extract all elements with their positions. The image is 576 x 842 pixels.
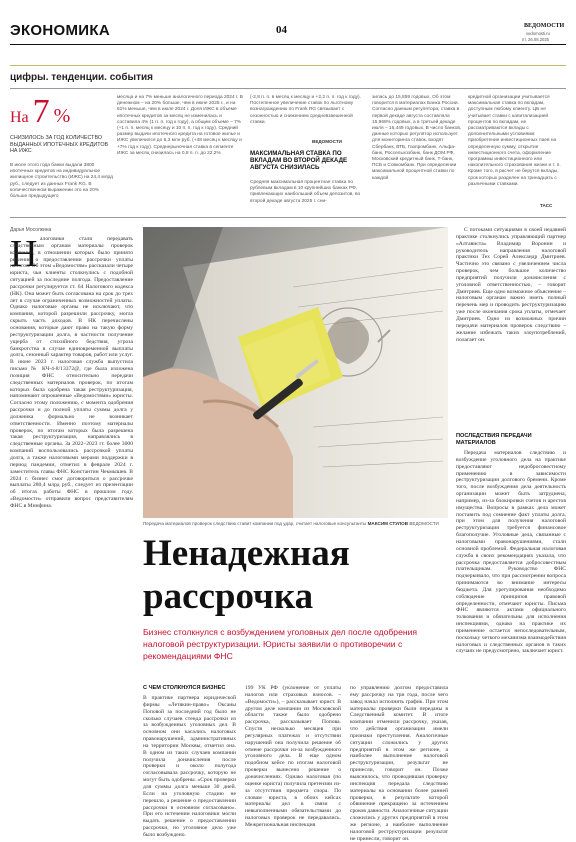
article-col-d-top: С потоками ситуациями в своей недавней практике столкнулись управляющий партнер «Алтависта» Владимир Воронин и руководитель направления налоговой практики Тех Сорей Александр Дмитриев. Частично это связано с увеличением числа проверок, чем большое количество предприятий получили доначисления с уголовной ответственностью, – говорит Дмитриев. Еще одно возможное объяснение – налоговым органам важно иметь полный перечень мер и проводить реструктуризацию уже после окончания срока уплаты, отмечает Дмитриев. Одно из возможных причин передачи материалов проверок следствию – желание избежать таких злоупотреблений, полагает он.: [456, 227, 566, 343]
page-number: 04: [276, 24, 287, 36]
article-title: Ненадежная рассрочка: [143, 533, 350, 617]
stat-unit: %: [53, 105, 71, 127]
rubric-rule-bottom: [10, 88, 566, 89]
article-col-d-bottom: Передача материалов следствию и возбуждение уголовного дела на практике предоставляют недобросовестному применению в зависимости реструктуризации долгового бремени. Кроме того, после возбуждения дела деятельность организации может быть затруднена, например, из-за блокировки счетов и арестов имущества. Вопросы в рамках дела может поставить под сомнение факт уплаты долга, при этом для получения налоговой реструктуризации требуется финансовое благополучие. Уголовные дела, связанные с налоговыми правонарушениями, стали основной проблемой. Федеральная налоговая служба в своих рекомендациях указала, что рассрочка предоставляется добросовестным плательщикам. Руководство ФНС подчеркивало, что при рассмотрении вопроса принимаются во внимание интересы бюджета. Для урегулирования необходимо соблюдение принципов правовой определенности, отмечают юристы. Письма ФНС являются актами официального толкования и обязательны для исполнения инспекциями, однако на практике их применение остается непоследовательным, поскольку четкого механизма взаимодействия налоговых и следственных органов в таких случаях не предусмотрено, заключает юрист.: [456, 450, 566, 655]
article-col-1-text: алоговики стали передавать следственным органам материалы проверок компаний, в отношении которых было принято решение о предоставлении рассрочки уплаты налогов. Об этом «Ведомостям» рассказали четыре юриста, чьи клиенты столкнулись с подобной ситуацией за последние полгода. Предоставление рассрочки регулируется ст. 64 Налогового кодекса (НК). Она может быть согласована на срок до трех лет в случае ограниченных возможностей уплаты. Однако налоговые органы не исключают, что компания, которой разрешили рассрочку, могла скрыть часть доходов. В НК перечислены основания, которые дают право на такую форму реструктуризации долга, в частности получение ущерба от стихийного бедствия, угроза банкротства в случае единовременной выплаты долга, сезонный характер товаров, работ или услуг. В июне 2023 г. налоговая служба выпустила письмо № КЧ-4-8/13372@, где была изложена позиция ФНС относительно передачи следственных материалов проверок, по итогам которых была одобрена такая реструктуризация, напоминают опрошенные «Ведомостями» юристы. Согласно этому положению, с момента одобрения рассрочки и до полной уплаты суммы долга у должника формально не возникает ответственности. Именно поэтому материалы проверок, по итогам которых была разрешена такая реструктуризация, направлялись в следственные органы. За 2022–2023 гг. более 3000 компаний воспользовались рассрочкой уплаты долга, а также налоговыми мерами поддержки в период пандемии, отметил в феврале 2024 г. заместитель главы ФНС Константин Чекмышев. В 2024 г. бизнес смог договориться о рассрочке выплаты 280,4 млрд руб., следует из презентации об итогах работы ФНС в прошлом году. «Ведомости» отправили вопрос представителям ФНС в Минфина.: [10, 236, 133, 509]
article-col-a: В практике партнера юридической фирмы «Летякин-право» Оксаны Поповой за последний год было не сколько случаев стенда рассрочки из за возбужденных уголовных дел. В основном они касались налоговых правонарушений, административных на территории Москвы, отметил она. В одном из таких случаев компании получила доначисления после проверки и около полугода согласовывала рассрочку, которую не могут быть одобрены. «Срок проверки для суммы долга меньше 30 дней. Если на уголовную стадию не перешло, а решение о предоставлении рассрочки в основном согласовано». При его истечении налоговики могли выдать решение о предоставлении рассрочки, но уголовное дело уже было возбуждено.: [143, 695, 236, 838]
issue-date: пт, 26.08.2025: [522, 37, 550, 42]
article-photo: [143, 227, 448, 518]
article-col-b: 199 УК РФ (уклонение от уплаты налогов или страховых взносов. – «Ведомости»), – рассказывает юрист. В другом деле компании из Московской области также было одобрено рассрочка, рассказывает Попова. Спустя несколько месяцев при регулярных платежах и отсутствии нарушений она получила решение об отмене рассрочки из-за возбужденного уголовного дела. В еще одном подобном кейсе по итогам налоговой проверки вынесено решение о доначислениях. Однако налоговая (по оценке юриста) получила претензии из-за отсутствия предмета спора. По словам юриста, в обоих кейсах материалы дел в связи с невыполненными обязательствами до налоговых проверок не передавались. Межрегиональная инспекция: [245, 685, 341, 828]
rubric-label: цифры. тенденции. события: [10, 72, 153, 83]
site-url: vedomosti.ru: [526, 31, 550, 36]
news-col-3-text: Средняя максимальная процентная ставка по рублевым вкладам в 10 крупнейших банках РФ, привлекающих наибольший объем депозитов, во второй декаде августа 2025 г. сни-: [250, 180, 361, 204]
subhead-consequences: ПОСЛЕДСТВИЯ ПЕРЕДАЧИ МАТЕРИАЛОВ: [456, 433, 532, 446]
news-col-4: зилась до 15,859 годовых. Об этом говорится в материалах Банка России. Согласно данным регулятора, ставка в первой декаде августа составляла 15,968% годовых, а в третьей декаде июля – 16,449 годовых. В число банков, данные которых регулятор использует для мониторинга ставок, входят Сбербанк, ВТБ, Газпромбанк, Альфа-банк, Россельхозбанк, банк ДОМ.РФ, Московский кредитный банк, Т-банк, ПСБ и Совкомбанк. При определении максимальной процентной ставки по каждой: [372, 95, 462, 181]
subhead-business: С ЧЕМ СТОЛКНУЛСЯ БИЗНЕС: [143, 685, 226, 691]
photo-illustration: [143, 227, 448, 518]
news-stat: [10, 95, 112, 129]
news-col-3-source: ВЕДОМОСТИ: [312, 139, 342, 144]
news-col-2: месяца и на 7% меньше аналогичного периода 2024 г. В денежном – на 20% больше, чем в июне 2025 г., и на 61% меньше, чем в июле 2024 г. Доля ИЖС в объеме ипотечных кредитов за месяц не изменилась и составила 4% (1 п. п. год к году), а общим объеме – 7% (+1 п. п. месяц к месяцу и 10 п. п. год к году). Средний размер выдачи ипотечного кредита на готовое жилье и ИЖС увеличился до 6,3 млн руб. (+48 месяц к месяцу и +7% год к году). Среднерыночная ставка в сегменте ИЖС за месяц снизилась на 0,8 п. п. до 22,2%: [117, 95, 244, 156]
stat-prefix: На: [10, 109, 29, 126]
news-bottom-rule: [10, 217, 566, 218]
photo-caption-author: МАКСИМ СТУЛОВ: [367, 521, 409, 526]
brand-logo: ВЕДОМОСТИ: [524, 23, 565, 29]
byline: Дарья Мосолкина: [10, 227, 52, 233]
rubric-rule-top: [10, 65, 566, 66]
article-lead: Бизнес столкнулся с возбуждением уголовных дел после одобрения налоговой реструктуризации. Юристы заявили о противоречии с рекомендациями ФНС: [143, 627, 418, 661]
news-col-3-top: (-2,8 п. п. в месяц к месяцу и +2,2 п. п. год к году). Постепенное увеличение ставок по льготному вознаграждению по Frank RG связывает с сезонностью и снижением средневзвешенной ставки.: [250, 95, 361, 125]
photo-caption-text: Передача материалов проверок следствию ставит компании под удар, считает налоговые консультанты: [143, 521, 367, 526]
article-col-c: по управлению долгом предоставила ему рассрочку на три года, после чего завод начал исполнять график. При этом материалы проверки были переданы в Следственный комитет. В итоге компании отменили рассрочку, указав, что действия организации имели признаки преступления. Аналогичные ситуации сложились у других предприятий в этом же регионе, а наиболее выполнение налоговой реструктуризации, результат не принесли, говорит он. Позже выяснилось, что проводившая проверку инспекция передала следствию материалы на основании более ранней проверки, в результате которой обвинение прекращено за истечением сроков давности. Аналогичные ситуации сложились у других предприятий в этом же регионе, а наиболее выполнение налоговой реструктуризации результат не принесли, говорит он.: [350, 685, 448, 842]
article-col-1: [10, 233, 133, 828]
news-col-3-headline: МАКСИМАЛЬНАЯ СТАВКА ПО ВКЛАДАМ ВО ВТОРОЙ ДЕКАДЕ АВГУСТА СНИЗИЛАСЬ: [250, 150, 348, 172]
photo-caption: [143, 521, 448, 527]
header-rule: [10, 44, 566, 45]
stat-value: 7: [32, 93, 50, 130]
news-col-5: кредитной организации учитывается максимальная ставка по вкладам, доступным любому клиенту. ЦБ не учитывает ставки с капитализацией процентов по вкладам, не рассматриваются вклады с дополнительными условиями: приобретение инвестиционных паев на определенную сумму, открытие инвестиционного счета, оформление программы инвестиционного или накопительного страхования жизни и т. п. Кроме того, в расчет не берутся вклады, срок которых разделен на тринадцать с различными ставками.: [468, 95, 561, 187]
photo-caption-source: ВЕДОМОСТИ: [409, 521, 439, 526]
stat-text: В июле этого года банки выдали 3800 ипотечных кредитов на индивидуальное жилищное строительство (ИЖС) на 24,4 млрд руб., следует из данных Frank RG. В количественном выражении это на 20% больше предыдущего: [10, 163, 113, 200]
section-title: ЭКОНОМИКА: [10, 22, 110, 39]
dropcap: Н: [10, 233, 38, 275]
news-col-5-source: ТАСС: [540, 203, 553, 208]
stat-caption: СНИЗИЛОСЬ ЗА ГОД КОЛИЧЕСТВО ВЫДАННЫХ ИПОТЕЧНЫХ КРЕДИТОВ НА ИЖС: [10, 135, 109, 155]
